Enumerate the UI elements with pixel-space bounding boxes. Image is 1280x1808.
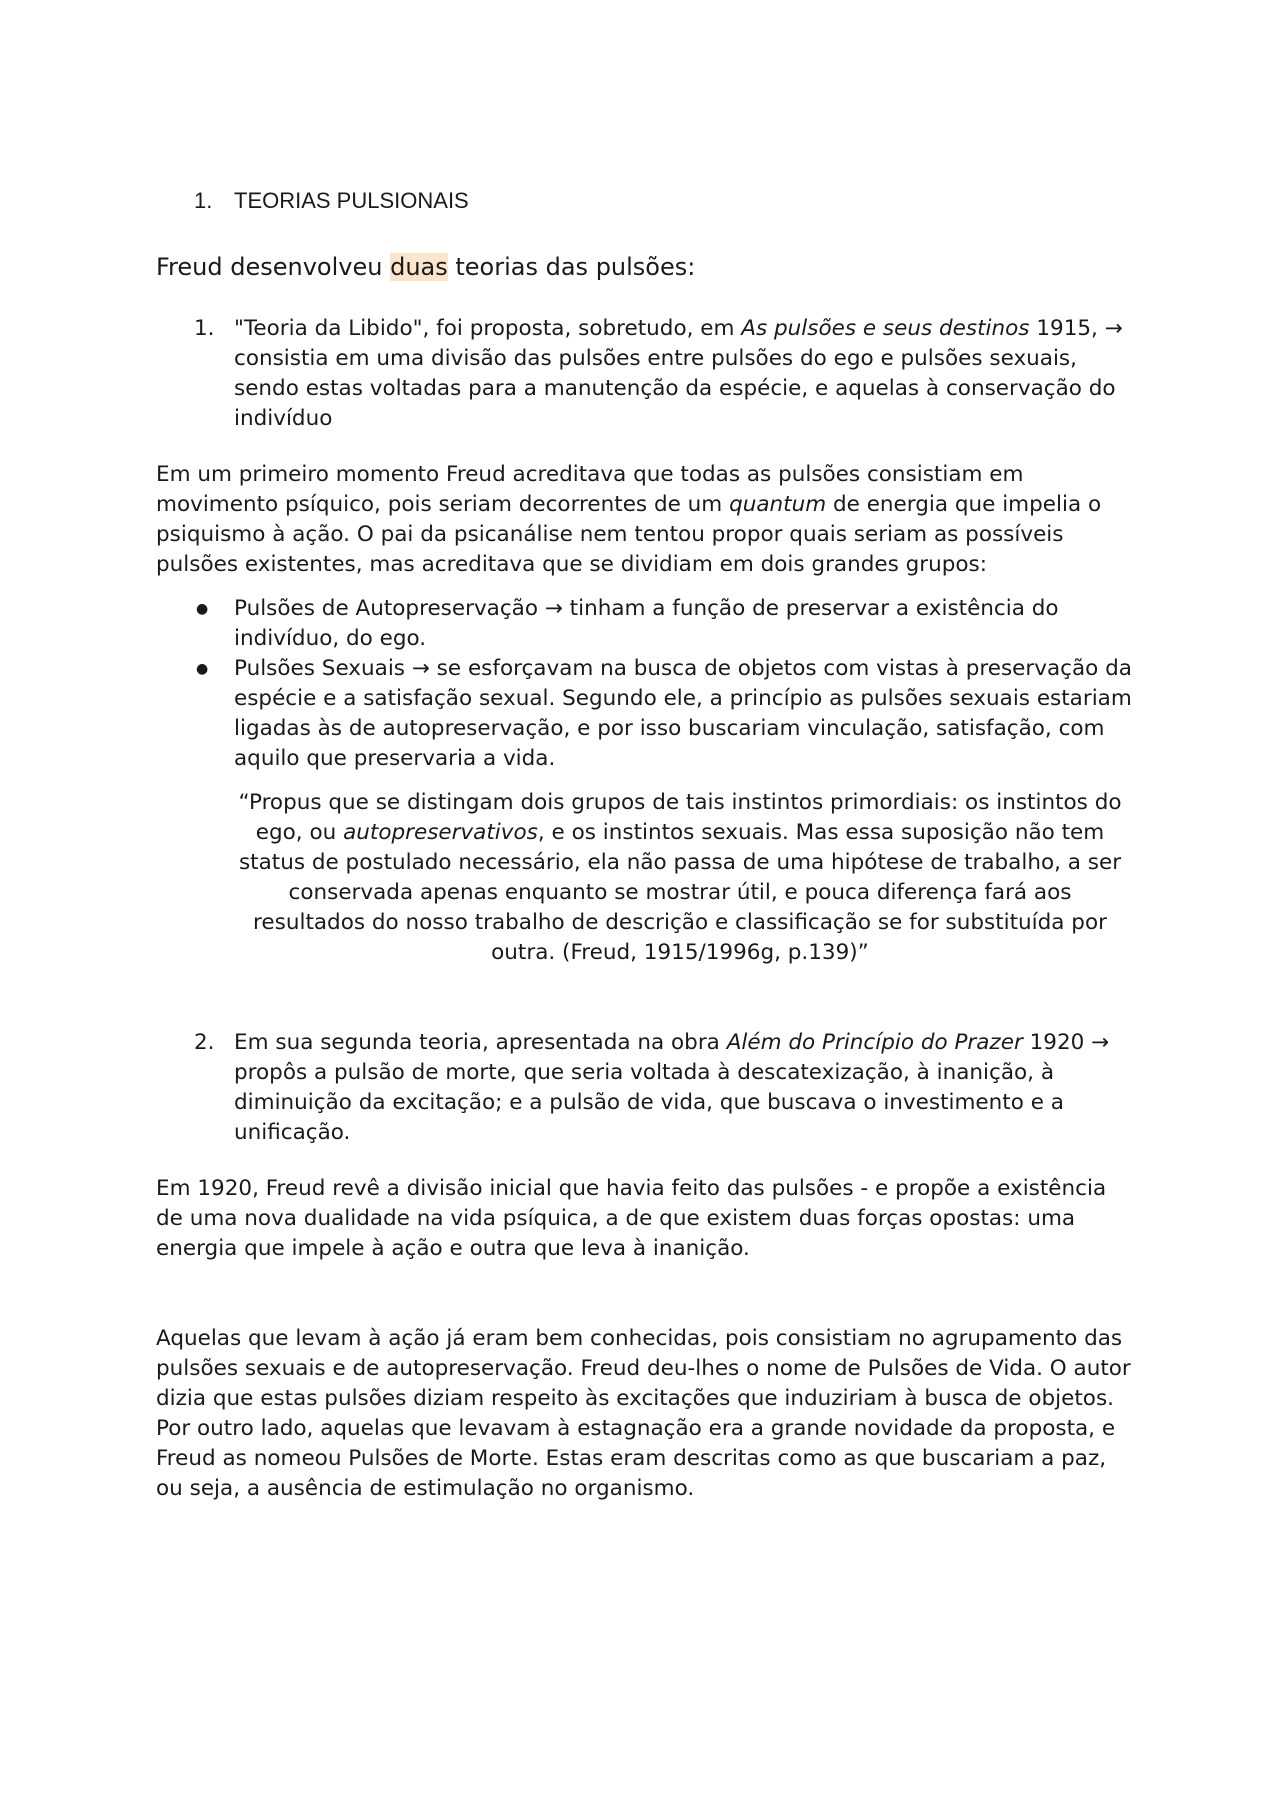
item-text-italic: As pulsões e seus destinos xyxy=(741,316,1030,341)
item-text-italic: Além do Princípio do Prazer xyxy=(726,1030,1023,1055)
bullet-text: Pulsões Sexuais → se esforçavam na busca de objetos com vistas à preservação da espécie e a satisfação sexual. Segundo ele, a princípio as pulsões sexuais estariam ligadas às de autopreservação, e por isso buscariam vinculação, satisfação, com aquilo que preservaria a vida. xyxy=(234,656,1132,771)
intro-before: Freud desenvolveu xyxy=(156,253,391,281)
bullet-icon: ● xyxy=(196,661,209,677)
document-content xyxy=(156,186,1136,1504)
numbered-item-2 xyxy=(156,1028,1136,1148)
block-quote xyxy=(156,788,1136,968)
highlighted-word: duas xyxy=(390,253,448,281)
intro-after: teorias das pulsões: xyxy=(447,253,696,281)
quote-after: , e os instintos sexuais. Mas essa suposição não tem status de postulado necessário, ela não passa de uma hipótese de trabalho, a ser conservada apenas enquanto se mostrar útil, e pouca diferença fará aos resultados do nosso trabalho de descrição e classificação se for substituída por outra. (Freud, 1915/1996g, p.139)” xyxy=(238,820,1122,965)
intro-sentence xyxy=(156,250,1136,284)
item-text-before: Em sua segunda teoria, apresentada na obra xyxy=(234,1030,727,1055)
item-text-after: 1915, → consistia em uma divisão das pulsões entre pulsões do ego e pulsões sexuais, sendo estas voltadas para a manutenção da espécie, e aquelas à conservação do indivíduo xyxy=(234,316,1123,431)
list-number: 1. xyxy=(194,316,215,341)
paragraph-pulsoes-vida-morte: Aquelas que levam à ação já eram bem conhecidas, pois consistiam no agrupamento das pulsões sexuais e de autopreservação. Freud deu-lhes o nome de Pulsões de Vida. O autor dizia que estas pulsões diziam respeito às excitações que induziriam à busca de objetos. Por outro lado, aquelas que levavam à estagnação era a grande novidade da proposta, e Freud as nomeou Pulsões de Morte. Estas eram descritas como as que buscariam a paz, ou seja, a ausência de estimulação no organismo. xyxy=(156,1326,1131,1501)
item-text-after: 1920 → propôs a pulsão de morte, que seria voltada à descatexização, à inanição, à diminuição da excitação; e a pulsão de vida, que buscava o investimento e a unificação. xyxy=(234,1030,1110,1145)
section-heading xyxy=(156,186,1136,216)
para-italic: quantum xyxy=(729,492,827,517)
bullet-item-autopreservacao xyxy=(156,594,1136,654)
numbered-item-1 xyxy=(156,314,1136,434)
quote-before: “Propus que se distingam dois grupos de tais instintos primordiais: os instintos do ego, ou xyxy=(238,790,1122,845)
item-text-before: "Teoria da Libido", foi proposta, sobretudo, em xyxy=(234,316,742,341)
paragraph-primeiro-momento xyxy=(156,460,1136,580)
quote-italic: autopreservativos xyxy=(343,820,538,845)
bullet-icon: ● xyxy=(196,601,209,617)
para-after: de energia que impelia o psiquismo à ação. O pai da psicanálise nem tentou propor quais seriam as possíveis pulsões existentes, mas acreditava que se dividiam em dois grandes grupos: xyxy=(156,492,1102,577)
heading-number: 1. xyxy=(194,188,213,213)
list-number: 2. xyxy=(194,1030,215,1055)
bullet-item-sexuais xyxy=(156,654,1136,774)
paragraph-1920: Em 1920, Freud revê a divisão inicial que havia feito das pulsões - e propõe a existência de uma nova dualidade na vida psíquica, a de que existem duas forças opostas: uma energia que impele à ação e outra que leva à inanição. xyxy=(156,1176,1107,1261)
bullet-text: Pulsões de Autopreservação → tinham a função de preservar a existência do indivíduo, do ego. xyxy=(234,596,1059,651)
para-before: Em um primeiro momento Freud acreditava que todas as pulsões consistiam em movimento psíquico, pois seriam decorrentes de um xyxy=(156,462,1024,517)
heading-text: TEORIAS PULSIONAIS xyxy=(234,188,469,213)
